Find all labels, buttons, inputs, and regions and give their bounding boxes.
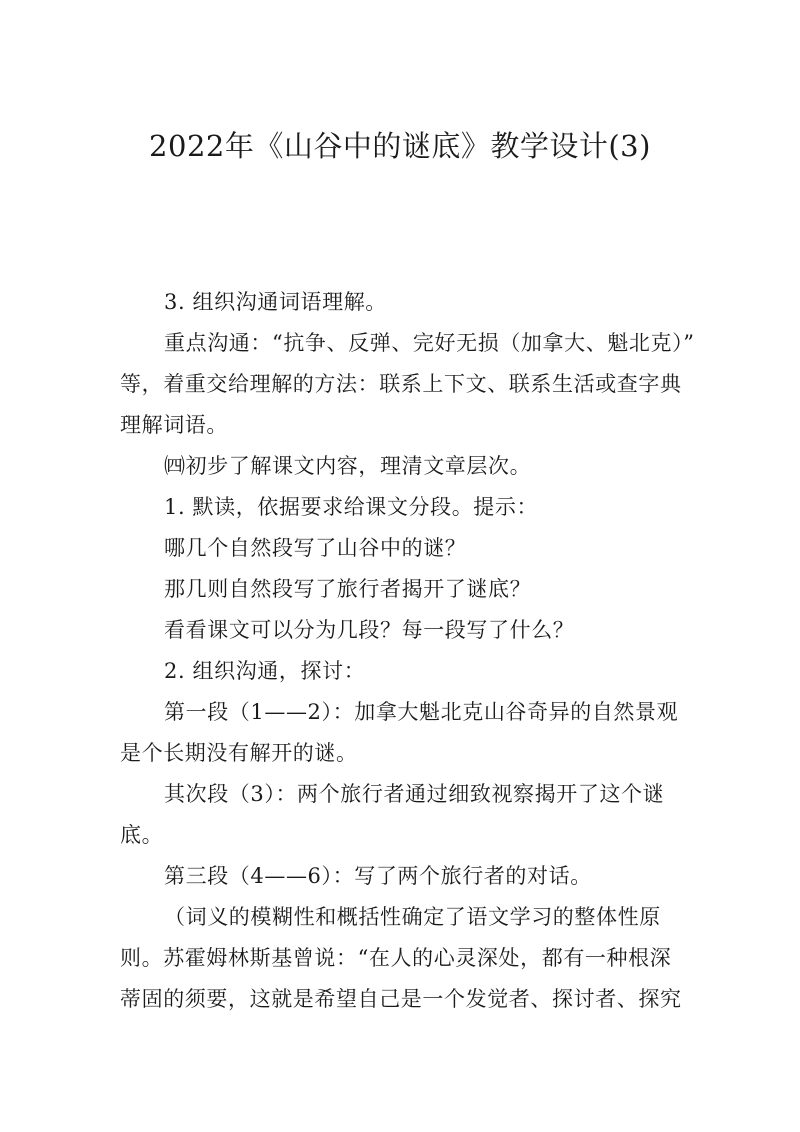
paragraph-line: 是个长期没有解开的谜。: [120, 741, 358, 765]
paragraph-line: 其次段（3）：两个旅行者通过细致视察揭开了这个谜: [164, 782, 665, 806]
paragraph-line: 理解词语。: [120, 413, 228, 437]
paragraph-line: 那几则自然段写了旅行者揭开了谜底？: [164, 577, 532, 601]
paragraph-line: （词义的模糊性和概括性确定了语文学习的整体性原: [164, 905, 661, 929]
document-title: 2022年《山谷中的谜底》教学设计(3): [149, 129, 651, 163]
paragraph-line: 第三段（4——6）：写了两个旅行者的对话。: [164, 864, 592, 888]
paragraph-line: 重点沟通：“抗争、反弹、完好无损（加拿大、魁北克）”: [164, 331, 695, 355]
paragraph-line: 1. 默读，依据要求给课文分段。提示：: [164, 495, 539, 519]
paragraph-line: ㈣初步了解课文内容，理清文章层次。: [164, 454, 532, 478]
document-body: [120, 282, 695, 1020]
paragraph-line: 则。苏霍姆林斯基曾说：“在人的心灵深处，都有一种根深: [120, 946, 672, 970]
paragraph-line: 3. 组织沟通词语理解。: [164, 290, 387, 314]
paragraph-line: 看看课文可以分为几段？每一段写了什么？: [164, 618, 575, 642]
paragraph-line: 底。: [120, 823, 164, 847]
paragraph-line: 等，着重交给理解的方法：联系上下文、联系生活或查字典: [120, 372, 682, 396]
paragraph-line: 2. 组织沟通，探讨：: [164, 659, 366, 683]
paragraph-line: 第一段（1——2）：加拿大魁北克山谷奇异的自然景观: [164, 700, 679, 724]
paragraph-line: 哪几个自然段写了山谷中的谜？: [164, 536, 467, 560]
paragraph-line: 蒂固的须要，这就是希望自己是一个发觉者、探讨者、探究: [120, 987, 682, 1011]
